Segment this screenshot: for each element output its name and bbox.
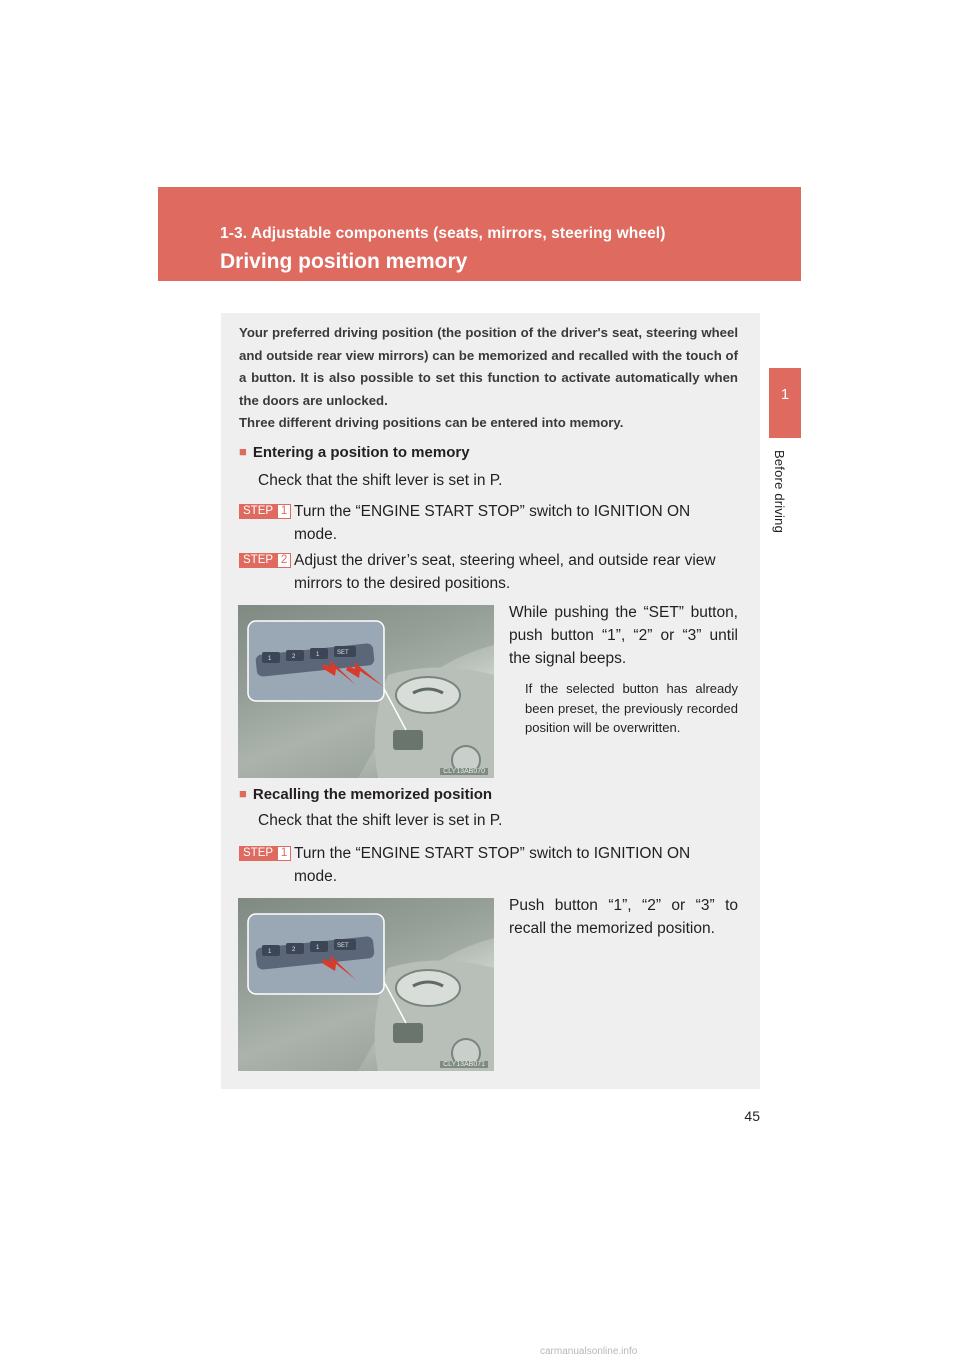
memory-buttons-photo-recall: [238, 898, 494, 1071]
chapter-number: 1: [780, 386, 790, 403]
svg-text:1: 1: [268, 949, 272, 955]
step-1-text: [294, 500, 738, 546]
recall-step-2-text: Push button “1”, “2” or “3” to recall the memorized position.: [509, 897, 738, 937]
intro-paragraph-2: Three different driving positions can be entered into memory.: [239, 415, 624, 430]
step-label: STEP: [239, 504, 277, 519]
memory-buttons-photo-set: [238, 605, 494, 778]
svg-text:SET: SET: [337, 650, 349, 656]
square-bullet-icon: ■: [239, 444, 247, 459]
step-3-text: While pushing the “SET” button, push button “1”, “2” or “3” until the signal beeps.: [509, 604, 738, 667]
recall-step-1-line1: Turn the “ENGINE START STOP” switch to IGNITION ON: [294, 845, 691, 862]
heading-entering-text: Entering a position to memory: [252, 444, 470, 461]
step-number: 2: [277, 553, 291, 568]
check-shift-entering: Check that the shift lever is set in P.: [258, 472, 503, 489]
svg-text:1: 1: [316, 945, 320, 951]
chapter-label-text: Before driving: [772, 450, 787, 534]
heading-entering: [239, 444, 470, 461]
image-code: CLY13AB070: [440, 768, 488, 775]
step-3-note: If the selected button has already been preset, the previously recorded position will be overwritten.: [525, 681, 738, 735]
page-header: [158, 187, 801, 281]
svg-text:1: 1: [316, 652, 320, 658]
square-bullet-icon: ■: [239, 786, 247, 801]
chapter-label: [772, 450, 796, 570]
heading-recalling: [239, 786, 492, 803]
recall-step-1-text: [294, 842, 738, 888]
recall-step-1-line2: mode.: [294, 868, 338, 885]
step-label: STEP: [239, 553, 277, 568]
heading-recalling-text: Recalling the memorized position: [252, 786, 493, 803]
page-number: 45: [744, 1108, 760, 1124]
page-title: Driving position memory: [220, 250, 468, 273]
svg-text:SET: SET: [337, 943, 349, 949]
step-2-text: [294, 549, 738, 595]
watermark: carmanualsonline.info: [540, 1346, 638, 1357]
intro-paragraph: Your preferred driving position (the position of the driver's seat, steering wheel and outside rear view mirrors) can be memorized and recalled with the touch of a button. It is also possible to set this function to activate automatically when the doors are unlocked.: [239, 325, 738, 408]
step-number: 1: [277, 846, 291, 861]
step-badge-1: [239, 504, 291, 519]
image-code: CLY13AB071: [440, 1061, 488, 1068]
chapter-tab: [769, 368, 801, 438]
step-badge-2: [239, 553, 291, 568]
step-2-line1: Adjust the driver’s seat, steering wheel, and outside rear view: [294, 552, 716, 569]
step-number: 1: [277, 504, 291, 519]
step-2-line2: mirrors to the desired positions.: [294, 575, 511, 592]
recall-step-badge-1: [239, 846, 291, 861]
svg-text:2: 2: [292, 947, 296, 953]
step-label: STEP: [239, 846, 277, 861]
svg-text:2: 2: [292, 654, 296, 660]
section-title: 1-3. Adjustable components (seats, mirrors, steering wheel): [220, 225, 666, 242]
step-1-line1: Turn the “ENGINE START STOP” switch to IGNITION ON: [294, 503, 691, 520]
step-1-line2: mode.: [294, 526, 338, 543]
intro-text: [239, 322, 738, 435]
check-shift-recalling: Check that the shift lever is set in P.: [258, 812, 503, 829]
svg-text:1: 1: [268, 656, 272, 662]
